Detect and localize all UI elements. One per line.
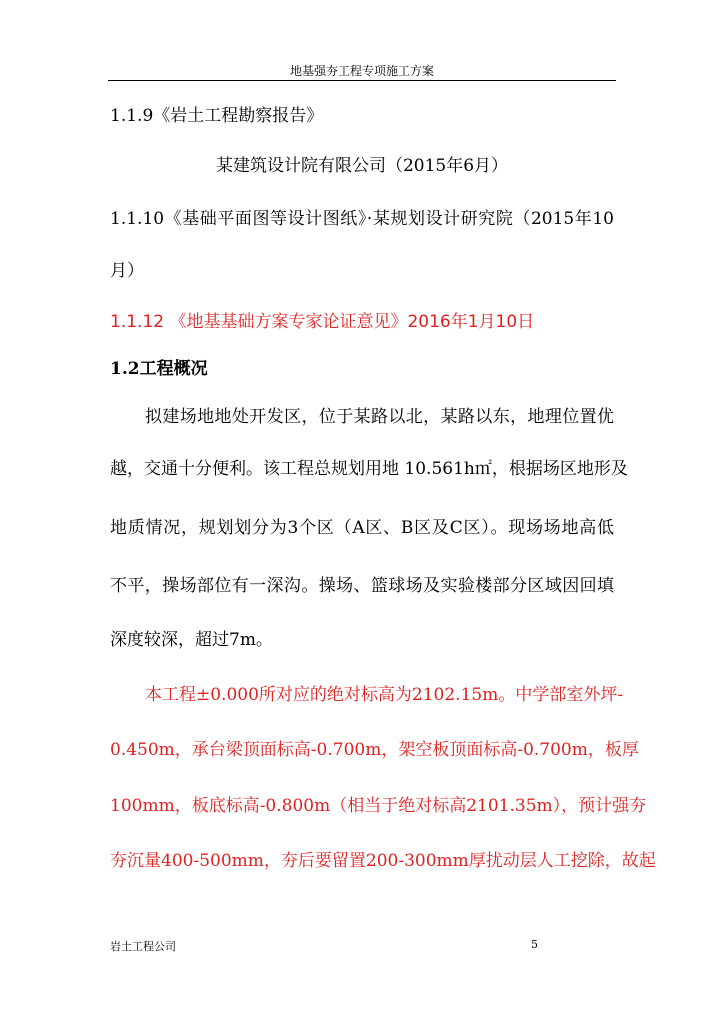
paragraph1-line: 深度较深，超过7m。 bbox=[110, 630, 273, 650]
section-heading-1-2: 1.2工程概况 bbox=[110, 359, 208, 379]
reference-1-1-10-line2: 月） bbox=[110, 261, 144, 281]
reference-1-1-9: 1.1.9《岩土工程勘察报告》 bbox=[110, 106, 324, 126]
reference-1-1-9-organization: 某建筑设计院有限公司（2015年6月） bbox=[215, 156, 509, 176]
footer-company: 岩土工程公司 bbox=[110, 940, 176, 953]
page-number: 5 bbox=[531, 938, 538, 951]
paragraph1-line: 不平，操场部位有一深沟。操场、篮球场及实验楼部分区域因回填 bbox=[110, 576, 614, 596]
paragraph1-line: 越，交通十分便利。该工程总规划用地 10.561h㎡，根据场区地形及 bbox=[110, 459, 628, 479]
paragraph2-line: 本工程±0.000所对应的绝对标高为2102.15m。中学部室外坪- bbox=[145, 685, 624, 705]
paragraph2-line: 0.450m，承台梁顶面标高-0.700m，架空板顶面标高-0.700m，板厚 bbox=[110, 740, 639, 760]
paragraph1-line: 地质情况，规划划分为3个区（A区、B区及C区）。现场场地高低 bbox=[110, 518, 614, 538]
reference-1-1-10-line1: 1.1.10《基础平面图等设计图纸》·某规划设计研究院（2015年10 bbox=[110, 209, 614, 229]
paragraph2-line: 夯沉量400-500mm，夯后要留置200-300mm厚扰动层人工挖除，故起 bbox=[110, 851, 656, 871]
paragraph2-line: 100mm，板底标高-0.800m（相当于绝对标高2101.35m），预计强夯 bbox=[110, 796, 647, 816]
reference-1-1-12: 1.1.12 《地基基础方案专家论证意见》2016年1月10日 bbox=[110, 312, 535, 332]
header-divider bbox=[108, 80, 616, 81]
page-header-title: 地基强夯工程专项施工方案 bbox=[289, 64, 434, 78]
paragraph1-line: 拟建场地地处开发区，位于某路以北，某路以东，地理位置优 bbox=[145, 407, 614, 427]
